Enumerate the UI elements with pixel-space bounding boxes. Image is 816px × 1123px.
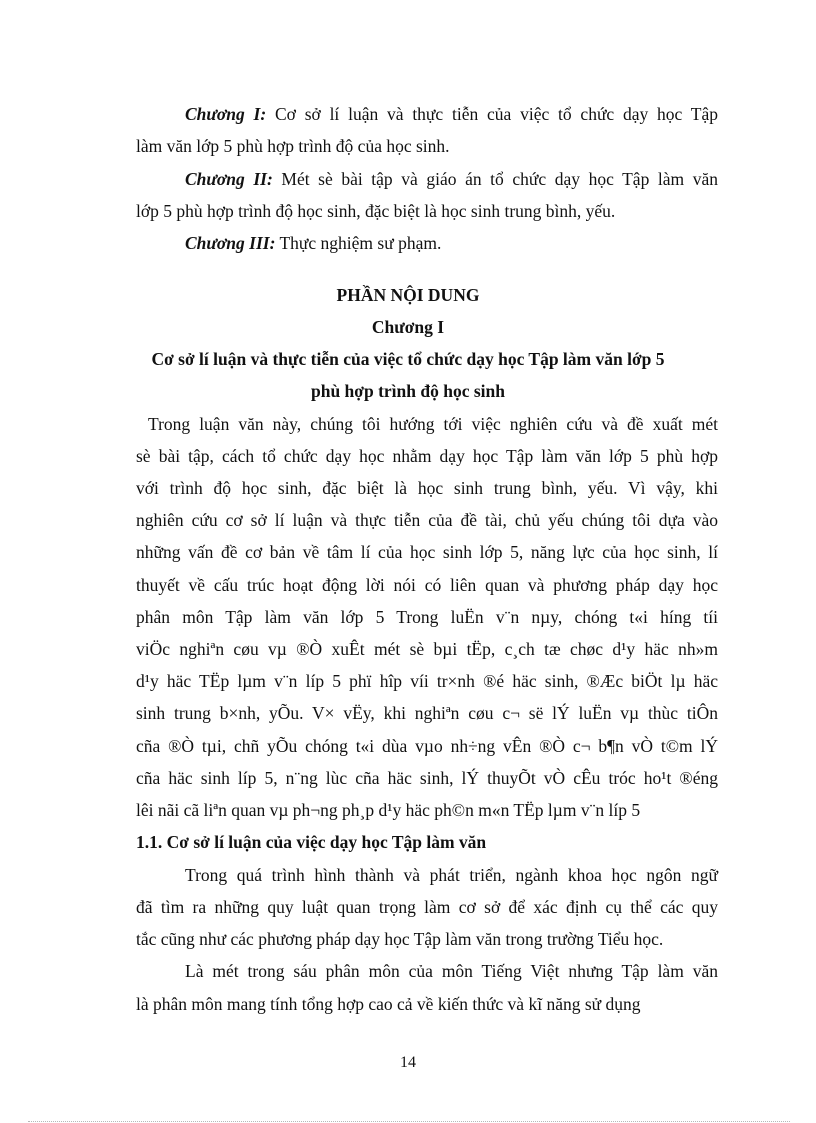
intro-line-5: những vấn đề cơ bản về tâm lí của học sinh lớp 5, năng lực của học sinh, lí [136, 542, 718, 562]
section-p1-line-1: Trong quá trình hình thành và phát triển, ngành khoa học ngôn ngữ [185, 865, 718, 885]
chapter-3-line-1 [185, 231, 718, 255]
chapter-1-text: Cơ sở lí luận và thực tiễn của việc tổ chức dạy học Tập [275, 104, 718, 124]
chapter-3-text: Thực nghiệm sư phạm. [279, 233, 442, 253]
intro-line-11: cña ®Ò tµi, chñ yÕu chóng t«i dùa vµo nh÷ng vÊn ®Ò c¬ b¶n vÒ t©m lÝ [136, 736, 718, 756]
intro-line-2: sè bài tập, cách tổ chức dạy học nhằm dạy học Tập làm văn lớp 5 phù hợp [136, 446, 718, 466]
intro-line-8: viÖc nghiªn cøu vµ ®Ò xuÊt mét sè bµi tËp, c¸ch tæ chøc d¹y häc nh»m [136, 639, 718, 659]
intro-line-9: d¹y häc TËp lµm v¨n líp 5 phï hîp víi tr×nh ®é häc sinh, ®Æc biÖt lµ häc [136, 671, 718, 691]
section-heading: 1.1. Cơ sở lí luận của việc dạy học Tập làm văn [136, 832, 487, 852]
intro-line-10: sinh trung b×nh, yÕu. V× vËy, khi nghiªn cøu c¬ së lÝ luËn vµ thùc tiÔn [136, 703, 718, 723]
chapter-2-label: Chương II: [185, 169, 273, 189]
chapter-heading-line-1: Cơ sở lí luận và thực tiễn của việc tổ chức dạy học Tập làm văn lớp 5 [151, 349, 665, 369]
chapter-1-line-2: làm văn lớp 5 phù hợp trình độ của học sinh. [136, 136, 450, 156]
page-number: 14 [400, 1054, 416, 1071]
chapter-heading-line-2: phù hợp trình độ học sinh [310, 381, 506, 401]
chapter-3-label: Chương III: [185, 233, 276, 253]
intro-line-1: Trong luận văn này, chúng tôi hướng tới việc nghiên cứu và đề xuất mét [148, 414, 718, 434]
chapter-2-line-1 [185, 167, 718, 191]
chapter-2-line-2: lớp 5 phù hợp trình độ học sinh, đặc biệt là học sinh trung bình, yếu. [136, 201, 616, 221]
intro-line-4: nghiên cứu cơ sở lí luận và thực tiễn của đề tài, chủ yếu chúng tôi dựa vào [136, 510, 718, 530]
chapter-1-label: Chương I: [185, 104, 267, 124]
footer-divider [28, 1121, 790, 1122]
section-p2-line-2: là phân môn mang tính tổng hợp cao cả về kiến thức và kĩ năng sử dụng [136, 994, 641, 1014]
intro-line-13: lêi nãi cã liªn quan vµ ph¬ng ph¸p d¹y häc ph©n m«n TËp lµm v¨n líp 5 [136, 800, 641, 820]
section-p1-line-2: đã tìm ra những quy luật quan trọng làm cơ sở để xác định cụ thể các quy [136, 897, 718, 917]
intro-line-12: cña häc sinh líp 5, n¨ng lùc cña häc sinh, lÝ thuyÕt vÒ cÊu tróc ho¹t ®éng [136, 768, 718, 788]
part-title: PHẦN NỘI DUNG [336, 285, 480, 305]
section-p1-line-3: tắc cũng như các phương pháp dạy học Tập làm văn trong trường Tiểu học. [136, 929, 664, 949]
chapter-1-line-1 [185, 102, 718, 126]
intro-line-7: phân môn Tập làm văn lớp 5 Trong luËn v¨n nµy, chóng t«i híng tíi [136, 607, 718, 627]
chapter-2-text: Mét sè bài tập và giáo án tổ chức dạy học Tập làm văn [281, 169, 718, 189]
intro-line-6: thuyết về cấu trúc hoạt động lời nói có liên quan và phương pháp dạy học [136, 575, 718, 595]
section-p2-line-1: Là mét trong sáu phân môn của môn Tiếng Việt nhưng Tập làm văn [185, 961, 718, 981]
chapter-title: Chương I [371, 317, 445, 337]
intro-line-3: với trình độ học sinh, đặc biệt là học sinh trung bình, yếu. Vì vậy, khi [136, 478, 718, 498]
